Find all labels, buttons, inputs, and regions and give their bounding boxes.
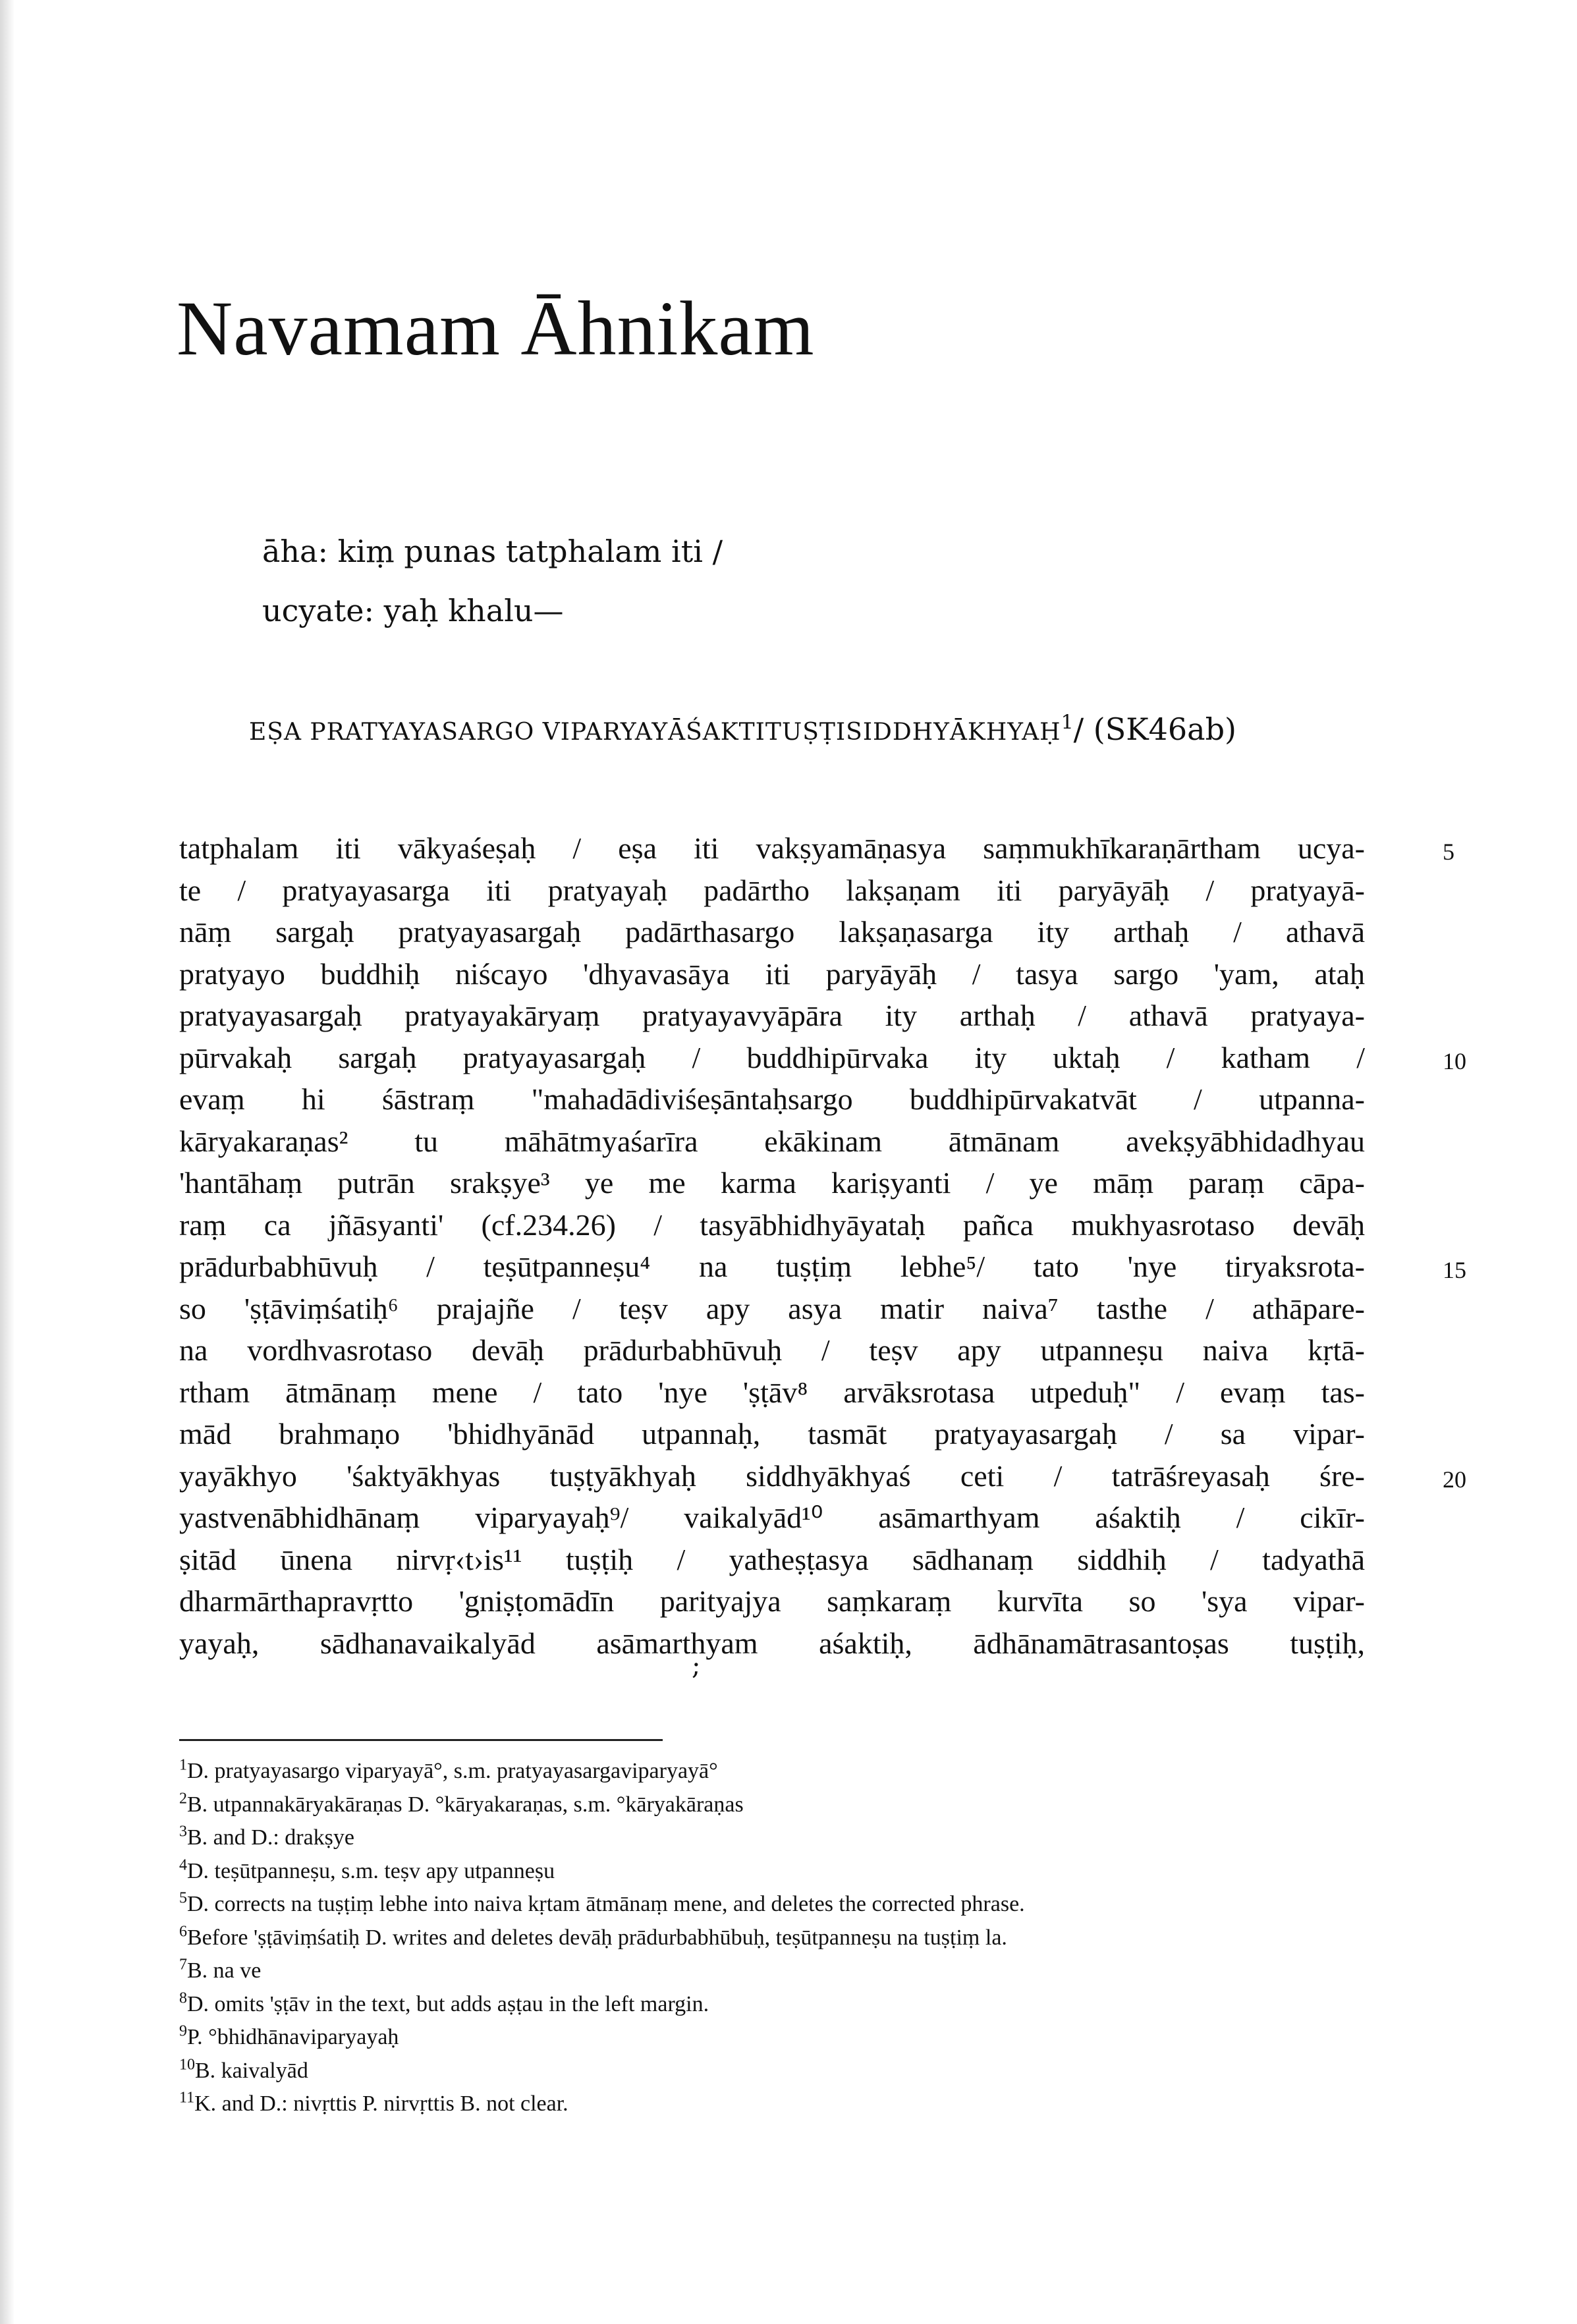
body-line: yayākhyo 'śaktyākhyas tuṣṭyākhyaḥ siddhyākhyaś ceti / tatrāśreyasaḥ śre-	[179, 1458, 1365, 1493]
line-number: 10	[1443, 1048, 1466, 1074]
body-line: ṣitād ūnena nirvṛ‹t›is¹¹ tuṣṭiḥ / yatheṣṭasya sādhanaṃ siddhiḥ / tadyathā	[179, 1542, 1365, 1576]
page-title: Navamam Āhnikam	[177, 285, 815, 372]
karika-verse	[249, 711, 1236, 747]
footnote-text: B. and D.: drakṣye	[187, 1825, 355, 1850]
scan-edge-shadow	[0, 0, 14, 2324]
body-line: raṃ ca jñāsyanti' (cf.234.26) / tasyābhidhyāyataḥ pañca mukhyasrotaso devāḥ	[179, 1207, 1365, 1242]
body-line: nāṃ sargaḥ pratyayasargaḥ padārthasargo lakṣaṇasarga ity arthaḥ / athavā	[179, 915, 1365, 949]
footnote	[179, 1755, 1025, 1788]
verse-reference: / (SK46ab)	[1073, 711, 1236, 747]
footnote-text: P. °bhidhānaviparyayaḥ	[187, 2025, 399, 2049]
body-line: 'hantāhaṃ putrān srakṣye³ ye me karma kariṣyanti / ye māṃ paraṃ cāpa-	[179, 1166, 1365, 1200]
line-number: 15	[1443, 1257, 1466, 1283]
footnote-number: 3	[179, 1823, 187, 1840]
body-line: pratyayo buddhiḥ niścayo 'dhyavasāya iti paryāyāḥ / tasya sargo 'yam, ataḥ	[179, 956, 1365, 991]
footnote-text: K. and D.: nivṛttis P. nirvṛttis B. not clear.	[194, 2091, 568, 2116]
body-line: prādurbabhūvuḥ / teṣūtpanneṣu⁴ na tuṣṭiṃ lebhe⁵/ tato 'nye tiryaksrota-	[179, 1250, 1365, 1283]
footnote	[179, 1922, 1025, 1955]
footnote-divider	[179, 1739, 663, 1741]
footnote-number: 6	[179, 1923, 187, 1941]
body-line: pratyayasargaḥ pratyayakāryaṃ pratyayavyāpāra ity arthaḥ / athavā pratyaya-	[179, 999, 1365, 1032]
footnote-text: D. omits 'ṣṭāv in the text, but adds aṣṭau in the left margin.	[187, 1991, 709, 2016]
footnote	[179, 2088, 1025, 2121]
footnote-text: D. pratyayasargo viparyayā°, s.m. pratyayasargaviparyayā°	[187, 1759, 718, 1783]
footnote-text: B. na ve	[187, 1958, 262, 1983]
footnote-number: 4	[179, 1856, 187, 1874]
body-line: evaṃ hi śāstraṃ "mahadādiviśeṣāntaḥsargo buddhipūrvakatvāt / utpanna-	[179, 1082, 1365, 1116]
body-line: dharmārthapravṛtto 'gniṣṭomādīn parityajya saṃkaraṃ kurvīta so 'sya vipar-	[179, 1584, 1365, 1618]
footnote	[179, 1888, 1025, 1922]
footnote-number: 1	[179, 1756, 187, 1774]
footnote	[179, 1954, 1025, 1988]
footnote	[179, 1788, 1025, 1822]
body-line: te / pratyayasarga iti pratyayaḥ padārtho lakṣaṇam iti paryāyāḥ / pratyayā-	[179, 873, 1365, 907]
intro-line-1: āha: kiṃ punas tatphalam iti /	[262, 534, 723, 569]
footnote-number: 5	[179, 1889, 187, 1907]
body-line: kāryakaraṇas² tu māhātmyaśarīra ekākinam ātmānam avekṣyābhidadhyau	[179, 1124, 1365, 1158]
line-number: 5	[1443, 839, 1454, 865]
body-line: yastvenābhidhānaṃ viparyayaḥ⁹/ vaikalyād¹⁰ asāmarthyam aśaktiḥ / cikīr-	[179, 1501, 1365, 1534]
footnote-number: 7	[179, 1956, 187, 1974]
body-line: yayaḥ, sādhanavaikalyād asāmarthyam aśaktiḥ, ādhānamātrasantoṣas tuṣṭiḥ,	[179, 1626, 1365, 1660]
footnote	[179, 1988, 1025, 2022]
footnote-text: Before 'ṣṭāviṃśatiḥ D. writes and deletes devāḥ prādurbabhūbuḥ, teṣūtpanneṣu na tuṣṭiṃ la.	[187, 1925, 1007, 1950]
footnotes	[179, 1755, 1025, 2121]
stray-mark: ;	[692, 1651, 701, 1681]
commentary-body	[179, 827, 1365, 1664]
body-line: pūrvakaḥ sargaḥ pratyayasargaḥ / buddhipūrvaka ity uktaḥ / katham /	[179, 1040, 1365, 1074]
footnote	[179, 1855, 1025, 1889]
intro-line-2: ucyate: yaḥ khalu—	[262, 593, 564, 628]
verse-footnote-ref: 1	[1061, 711, 1074, 734]
footnote-number: 11	[179, 2089, 195, 2107]
footnote-text: D. teṣūtpanneṣu, s.m. teṣv apy utpanneṣu	[187, 1858, 555, 1883]
footnote-text: B. kaivalyād	[195, 2058, 308, 2083]
footnote	[179, 2021, 1025, 2055]
footnote	[179, 1821, 1025, 1855]
footnote-number: 10	[179, 2056, 195, 2074]
body-line: so 'ṣṭāviṃśatiḥ⁶ prajajñe / teṣv apy asya matir naiva⁷ tasthe / athāpare-	[179, 1291, 1365, 1325]
verse-text: EṢA PRATYAYASARGO VIPARYAYĀŚAKTITUṢṬISIDDHYĀKHYAḤ	[249, 719, 1061, 746]
body-line: rtham ātmānaṃ mene / tato 'nye 'ṣṭāv⁸ arvāksrotasa utpeduḥ" / evaṃ tas-	[179, 1375, 1365, 1409]
footnote-number: 2	[179, 1790, 187, 1808]
body-line: na vordhvasrotaso devāḥ prādurbabhūvuḥ / teṣv apy utpanneṣu naiva kṛtā-	[179, 1333, 1365, 1367]
body-line: tatphalam iti vākyaśeṣaḥ / eṣa iti vakṣyamāṇasya saṃmukhīkaraṇārtham ucya-	[179, 831, 1365, 865]
footnote	[179, 2055, 1025, 2088]
body-line: mād brahmaṇo 'bhidhyānād utpannaḥ, tasmāt pratyayasargaḥ / sa vipar-	[179, 1417, 1365, 1451]
footnote-text: D. corrects na tuṣṭiṃ lebhe into naiva kṛtam ātmānaṃ mene, and deletes the corrected phrase.	[187, 1892, 1025, 1916]
footnote-number: 8	[179, 1989, 187, 2007]
footnote-number: 9	[179, 2022, 187, 2040]
footnote-text: B. utpannakāryakāraṇas D. °kāryakaraṇas, s.m. °kāryakāraṇas	[187, 1792, 744, 1817]
line-number: 20	[1443, 1466, 1466, 1493]
